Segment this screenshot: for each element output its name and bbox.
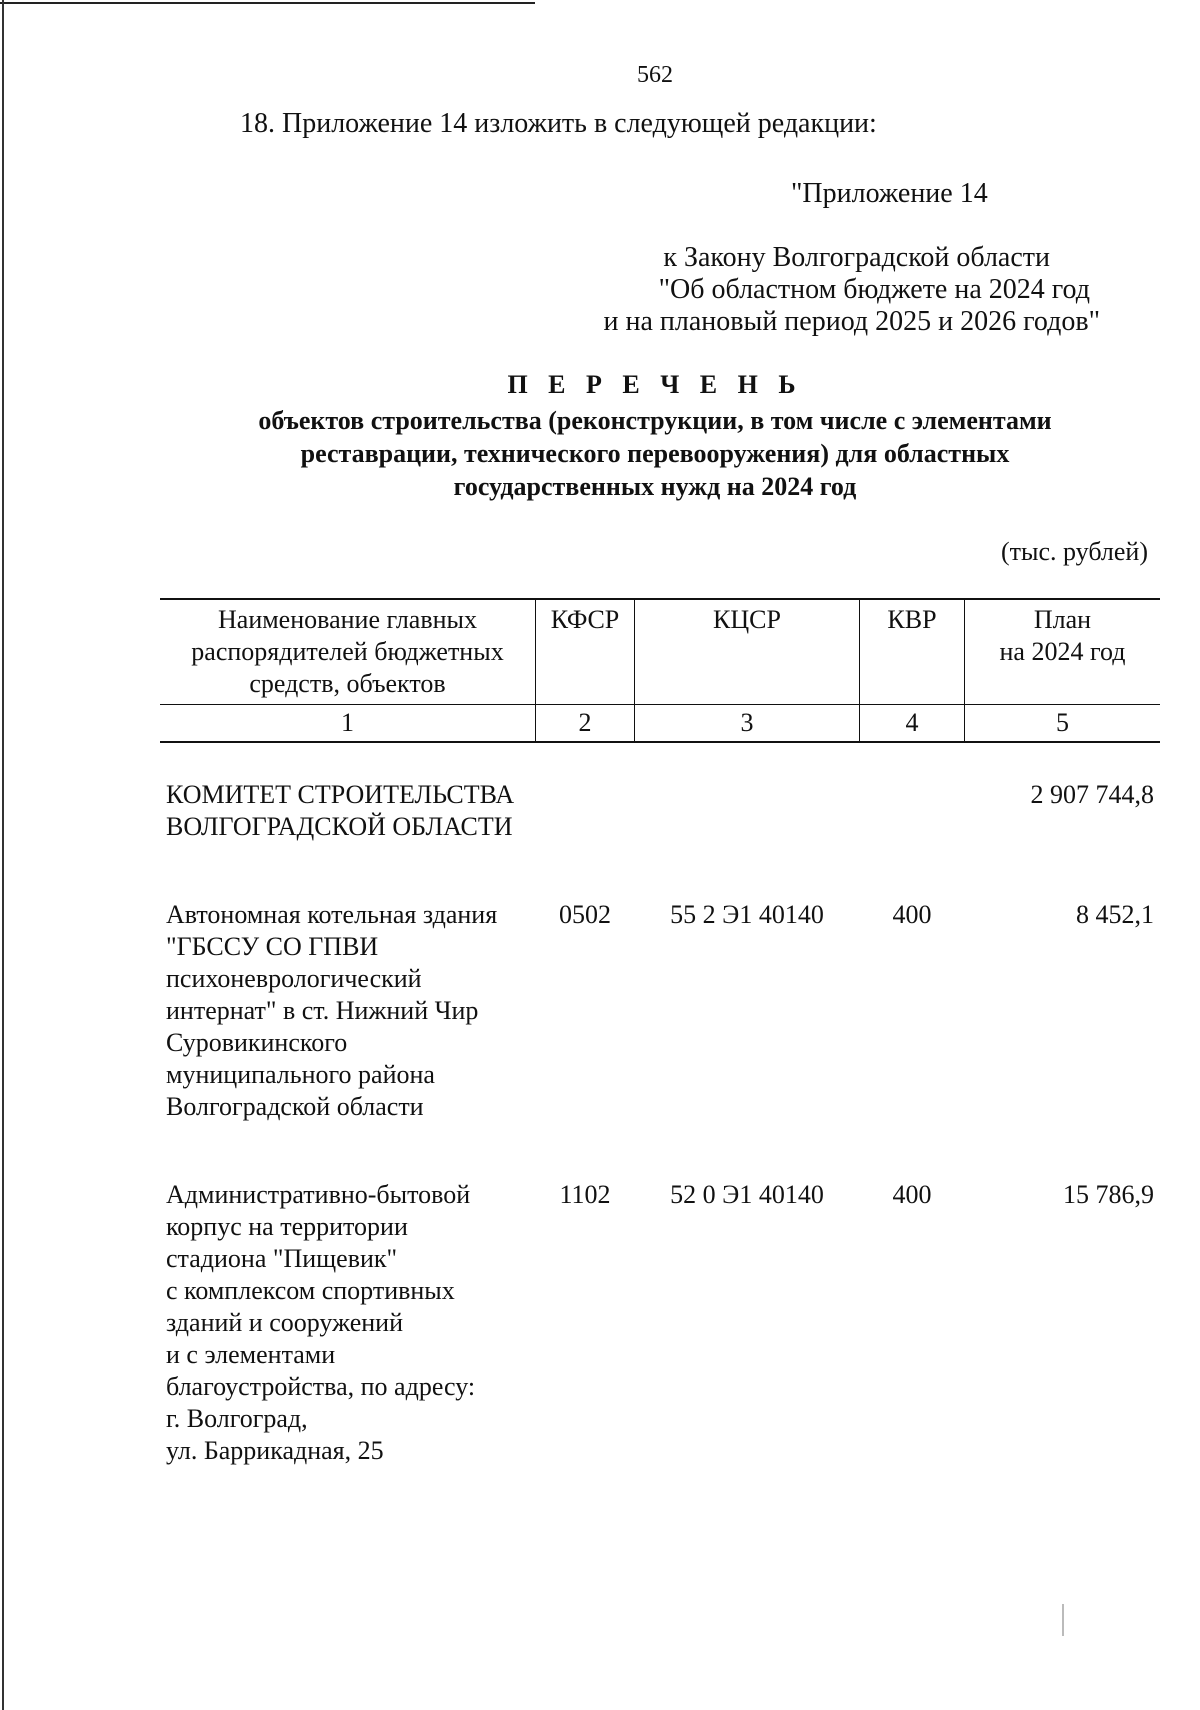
cell-plan: 15 786,9	[1063, 1180, 1154, 1209]
cell-name	[160, 779, 536, 843]
scan-edge-left	[2, 0, 4, 1710]
cell-name	[160, 899, 536, 1123]
header-plan	[965, 599, 1161, 705]
law-reference-line: к Закону Волгоградской области	[663, 242, 1050, 273]
cell-kvr: 400	[892, 900, 932, 929]
cell-kcsr: 55 2 Э1 40140	[670, 900, 824, 929]
column-number: 1	[160, 705, 536, 743]
column-number: 4	[860, 705, 965, 743]
name-line: КОМИТЕТ СТРОИТЕЛЬСТВА	[166, 780, 515, 809]
page-number: 562	[637, 62, 673, 88]
name-line: интернат" в ст. Нижний Чир	[166, 996, 479, 1025]
cell-plan: 8 452,1	[1076, 900, 1154, 929]
name-line: благоустройства, по адресу:	[166, 1372, 476, 1401]
cell-kcsr: 52 0 Э1 40140	[670, 1180, 824, 1209]
subtitle-line: объектов строительства (реконструкции, в том числе с элементами	[258, 406, 1052, 435]
name-line: Автономная котельная здания	[166, 900, 498, 929]
cell-name	[160, 1179, 536, 1467]
header-name-line: средств, объектов	[249, 669, 446, 698]
column-number-row	[160, 705, 1160, 743]
law-reference	[450, 242, 1150, 338]
subtitle-line: реставрации, технического перевооружения) для областных	[300, 439, 1010, 468]
law-reference-line: "Об областном бюджете на 2024 год	[658, 274, 1090, 305]
name-line: ул. Баррикадная, 25	[166, 1436, 384, 1465]
header-plan-line: на 2024 год	[999, 637, 1126, 666]
name-line: зданий и сооружений	[166, 1308, 403, 1337]
table-row	[160, 1179, 1160, 1467]
table-row	[160, 899, 1160, 1123]
header-plan-line: План	[1033, 605, 1092, 634]
name-line: Волгоградской области	[166, 1092, 424, 1121]
cell-kvr: 400	[892, 1180, 932, 1209]
appendix-label: "Приложение 14	[791, 178, 988, 209]
table-header-row	[160, 599, 1160, 705]
scan-mark	[1062, 1604, 1064, 1636]
subtitle-line: государственных нужд на 2024 год	[453, 472, 857, 501]
units-label: (тыс. рублей)	[1000, 537, 1148, 566]
cell-kfsr	[536, 779, 635, 843]
cell-kfsr: 1102	[559, 1180, 611, 1209]
column-number: 5	[965, 705, 1161, 743]
name-line: муниципального района	[166, 1060, 435, 1089]
name-line: и с элементами	[166, 1340, 336, 1369]
table-row	[160, 779, 1160, 843]
cell-kcsr	[635, 779, 860, 843]
name-line: стадиона "Пищевик"	[166, 1244, 398, 1273]
header-name-line: Наименование главных	[218, 605, 477, 634]
column-number: 2	[536, 705, 635, 743]
cell-kfsr: 0502	[559, 900, 611, 929]
cell-plan: 2 907 744,8	[1030, 780, 1154, 809]
name-line: Суровикинского	[166, 1028, 348, 1057]
law-reference-line: и на плановый период 2025 и 2026 годов"	[603, 306, 1100, 337]
intro-text: 18. Приложение 14 изложить в следующей редакции:	[240, 108, 877, 139]
cell-kvr	[860, 779, 965, 843]
name-line: с комплексом спортивных	[166, 1276, 455, 1305]
column-number: 3	[635, 705, 860, 743]
document-title: П Е Р Е Ч Е Н Ь	[507, 370, 803, 399]
name-line: ВОЛГОГРАДСКОЙ ОБЛАСТИ	[166, 812, 513, 841]
header-kvr: КВР	[860, 599, 965, 705]
header-kfsr: КФСР	[536, 599, 635, 705]
scan-edge-top	[0, 2, 535, 4]
name-line: корпус на территории	[166, 1212, 408, 1241]
name-line: психоневрологический	[166, 964, 422, 993]
name-line: г. Волгоград,	[166, 1404, 308, 1433]
name-line: "ГБССУ СО ГПВИ	[166, 932, 379, 961]
header-kcsr: КЦСР	[635, 599, 860, 705]
name-line: Административно-бытовой	[166, 1180, 471, 1209]
header-name	[160, 599, 536, 705]
document-subtitle	[120, 404, 1190, 503]
header-name-line: распорядителей бюджетных	[191, 637, 504, 666]
objects-table	[160, 598, 1160, 1467]
